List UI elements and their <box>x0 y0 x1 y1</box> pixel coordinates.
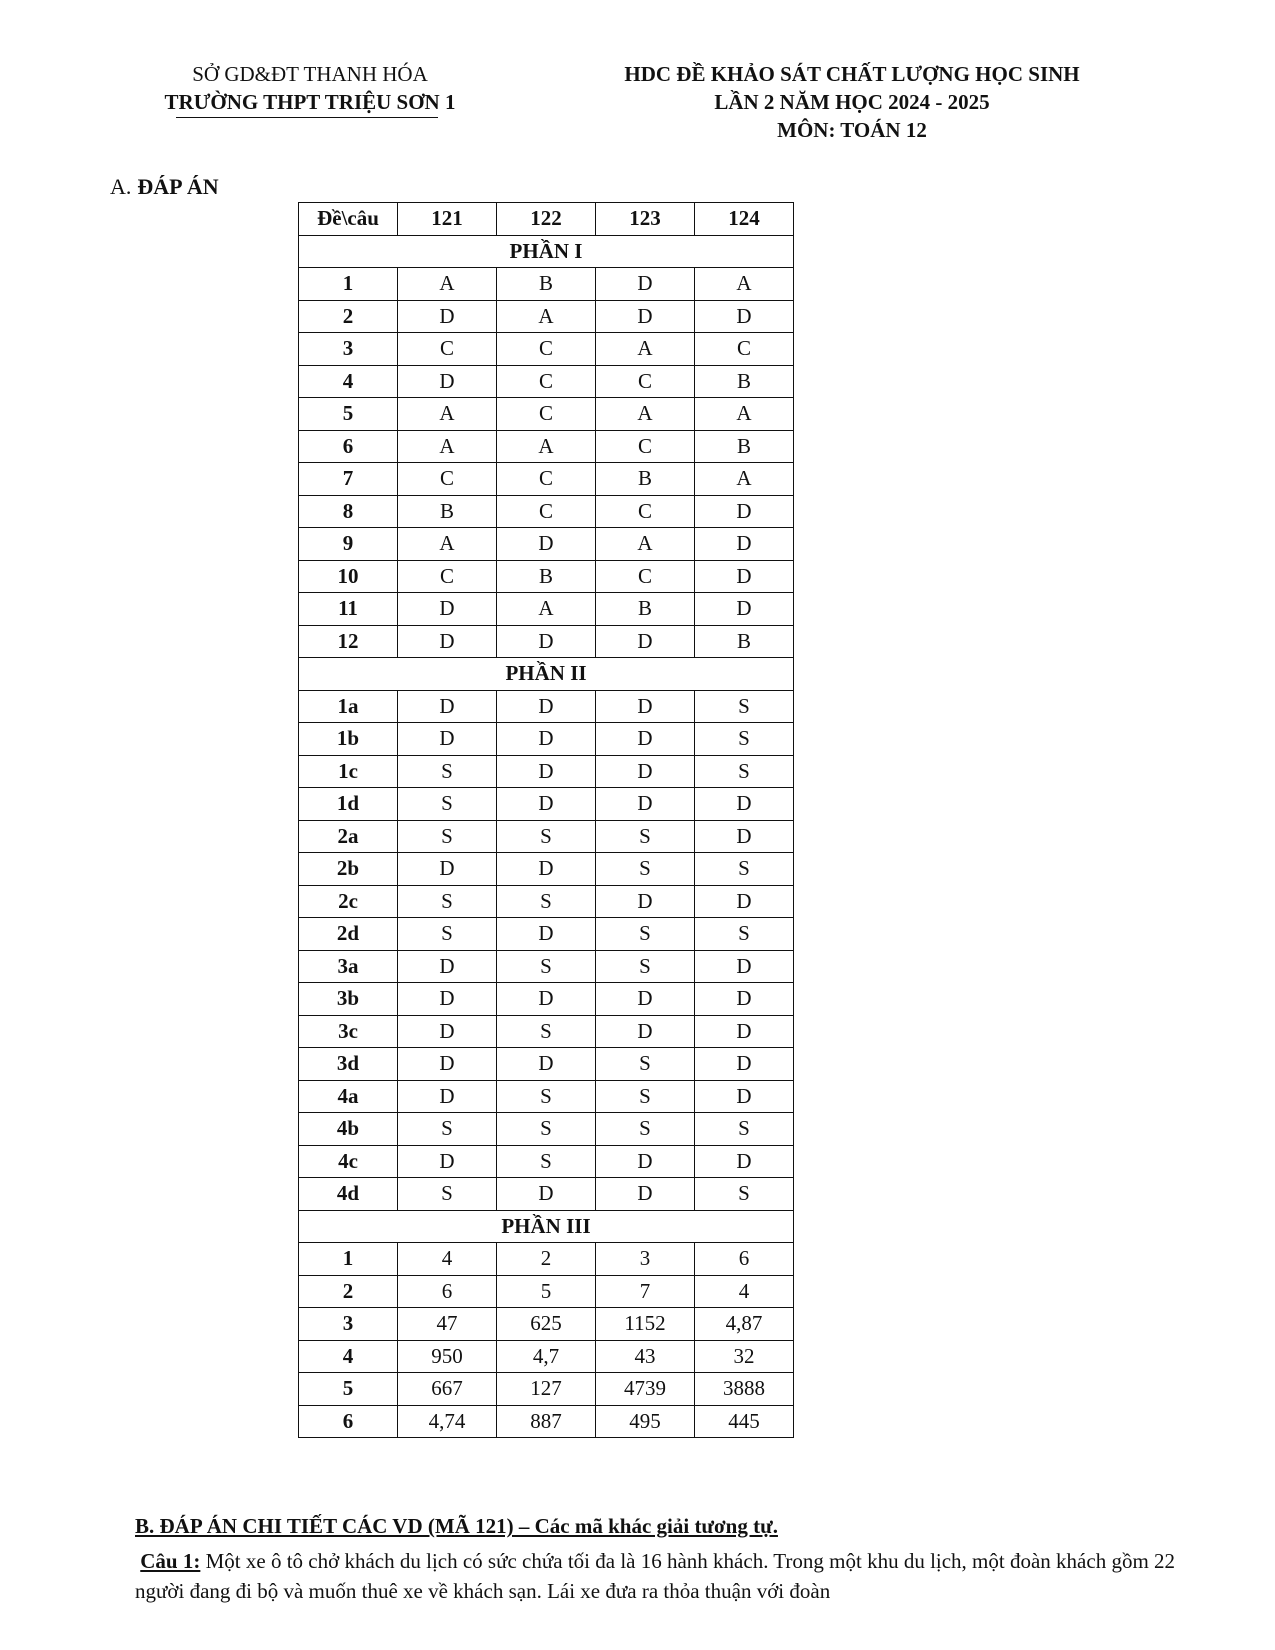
answer-cell: S <box>398 820 497 853</box>
table-row <box>299 820 794 853</box>
answer-cell: S <box>497 820 596 853</box>
part-header-row <box>299 658 794 691</box>
answer-cell: D <box>398 1015 497 1048</box>
answer-cell: D <box>398 853 497 886</box>
answer-cell: B <box>596 593 695 626</box>
section-a-prefix: A. <box>110 174 132 199</box>
answer-cell: S <box>695 723 794 756</box>
answer-cell: C <box>596 365 695 398</box>
answer-cell: C <box>398 560 497 593</box>
table-row <box>299 1308 794 1341</box>
answer-cell: 43 <box>596 1340 695 1373</box>
question-number-cell: 2 <box>299 300 398 333</box>
question-number-cell: 9 <box>299 528 398 561</box>
answer-cell: S <box>695 918 794 951</box>
answer-cell: D <box>695 1080 794 1113</box>
answer-cell: C <box>497 333 596 366</box>
question-1-label: Câu 1: <box>140 1549 201 1573</box>
question-number-cell: 2 <box>299 1275 398 1308</box>
question-number-cell: 1a <box>299 690 398 723</box>
answer-cell: A <box>596 528 695 561</box>
answer-cell: 4739 <box>596 1373 695 1406</box>
question-number-cell: 2b <box>299 853 398 886</box>
answer-cell: 445 <box>695 1405 794 1438</box>
question-number-cell: 4 <box>299 365 398 398</box>
answer-cell: D <box>497 528 596 561</box>
answer-cell: D <box>497 1178 596 1211</box>
answer-cell: D <box>695 1145 794 1178</box>
question-1-text: Một xe ô tô chở khách du lịch có sức chứa tối đa là 16 hành khách. Trong một khu du lịch, một đoàn khách gồm 22 người đang đi bộ và muốn thuê xe về khách sạn. Lái xe đưa ra thỏa thuận với đoàn <box>135 1549 1176 1603</box>
question-number-cell: 2d <box>299 918 398 951</box>
answer-cell: 3888 <box>695 1373 794 1406</box>
question-number-cell: 4b <box>299 1113 398 1146</box>
answer-cell: 1152 <box>596 1308 695 1341</box>
answer-cell: D <box>398 1145 497 1178</box>
answer-cell: D <box>497 918 596 951</box>
answer-cell: D <box>497 983 596 1016</box>
answer-cell: 4,7 <box>497 1340 596 1373</box>
header-right <box>572 60 1132 144</box>
part-title: PHẦN I <box>299 235 794 268</box>
answer-cell: D <box>398 950 497 983</box>
answer-cell: D <box>695 528 794 561</box>
answer-cell: D <box>596 723 695 756</box>
question-number-cell: 6 <box>299 1405 398 1438</box>
answer-cell: 7 <box>596 1275 695 1308</box>
answer-cell: D <box>398 690 497 723</box>
table-row <box>299 1275 794 1308</box>
answer-cell: S <box>398 885 497 918</box>
table-header-row <box>299 203 794 236</box>
question-number-cell: 6 <box>299 430 398 463</box>
answer-cell: C <box>695 333 794 366</box>
table-row <box>299 1048 794 1081</box>
answer-cell: D <box>398 1048 497 1081</box>
question-number-cell: 3 <box>299 1308 398 1341</box>
answer-cell: D <box>497 690 596 723</box>
question-number-cell: 7 <box>299 463 398 496</box>
answer-cell: D <box>398 593 497 626</box>
answer-cell: D <box>596 1145 695 1178</box>
answer-cell: A <box>398 398 497 431</box>
column-header-code: 124 <box>695 203 794 236</box>
answer-cell: S <box>398 1113 497 1146</box>
answer-cell: 950 <box>398 1340 497 1373</box>
question-1 <box>135 1546 1175 1606</box>
answer-cell: B <box>497 268 596 301</box>
header-underline <box>176 117 438 118</box>
answer-cell: D <box>596 983 695 1016</box>
answer-cell: D <box>695 300 794 333</box>
answer-cell: 4,87 <box>695 1308 794 1341</box>
answer-cell: A <box>398 430 497 463</box>
answer-cell: 4 <box>695 1275 794 1308</box>
answer-cell: A <box>497 430 596 463</box>
table-row <box>299 430 794 463</box>
answer-cell: D <box>596 268 695 301</box>
table-row <box>299 495 794 528</box>
question-number-cell: 10 <box>299 560 398 593</box>
question-number-cell: 3d <box>299 1048 398 1081</box>
question-number-cell: 11 <box>299 593 398 626</box>
answer-cell: A <box>398 268 497 301</box>
answer-cell: D <box>695 983 794 1016</box>
answer-cell: B <box>596 463 695 496</box>
table-row <box>299 268 794 301</box>
table-row <box>299 1373 794 1406</box>
answer-cell: C <box>596 430 695 463</box>
table-row <box>299 1015 794 1048</box>
question-number-cell: 3b <box>299 983 398 1016</box>
section-a-title: ĐÁP ÁN <box>137 174 219 199</box>
answer-cell: D <box>497 1048 596 1081</box>
question-number-cell: 1b <box>299 723 398 756</box>
answer-cell: D <box>497 755 596 788</box>
answer-cell: D <box>596 885 695 918</box>
answer-cell: D <box>398 983 497 1016</box>
question-number-cell: 4a <box>299 1080 398 1113</box>
answer-cell: S <box>398 755 497 788</box>
answer-cell: D <box>497 625 596 658</box>
table-row <box>299 593 794 626</box>
answer-cell: 625 <box>497 1308 596 1341</box>
answer-cell: 127 <box>497 1373 596 1406</box>
answer-cell: D <box>596 625 695 658</box>
answer-cell: D <box>596 788 695 821</box>
answer-cell: S <box>596 950 695 983</box>
answer-cell: D <box>497 788 596 821</box>
answer-cell: C <box>398 333 497 366</box>
answer-cell: 6 <box>695 1243 794 1276</box>
question-number-cell: 3a <box>299 950 398 983</box>
answer-cell: D <box>497 853 596 886</box>
table-row <box>299 560 794 593</box>
answer-cell: D <box>695 820 794 853</box>
question-number-cell: 5 <box>299 1373 398 1406</box>
table-row <box>299 755 794 788</box>
answer-cell: S <box>398 918 497 951</box>
question-number-cell: 2c <box>299 885 398 918</box>
answer-cell: C <box>497 365 596 398</box>
answer-cell: C <box>497 398 596 431</box>
answer-cell: S <box>497 950 596 983</box>
answer-cell: B <box>695 365 794 398</box>
column-header-label: Đề\câu <box>299 203 398 236</box>
table-row <box>299 690 794 723</box>
answer-cell: A <box>497 300 596 333</box>
question-number-cell: 2a <box>299 820 398 853</box>
answer-cell: D <box>695 560 794 593</box>
answer-cell: C <box>398 463 497 496</box>
exam-round: LẦN 2 NĂM HỌC 2024 - 2025 <box>714 90 990 114</box>
section-a-heading <box>110 174 219 200</box>
answer-cell: S <box>695 1113 794 1146</box>
answer-cell: D <box>596 300 695 333</box>
subject: MÔN: TOÁN 12 <box>777 118 927 142</box>
answer-cell: 667 <box>398 1373 497 1406</box>
answer-cell: S <box>596 918 695 951</box>
answer-cell: S <box>497 1015 596 1048</box>
answer-cell: S <box>596 853 695 886</box>
answer-cell: A <box>596 333 695 366</box>
answer-cell: D <box>596 690 695 723</box>
table-row <box>299 1340 794 1373</box>
answer-cell: D <box>695 495 794 528</box>
table-row <box>299 885 794 918</box>
answer-cell: D <box>695 788 794 821</box>
answer-cell: D <box>695 1015 794 1048</box>
header-left <box>118 60 502 116</box>
answer-cell: A <box>596 398 695 431</box>
answer-cell: 4 <box>398 1243 497 1276</box>
answer-cell: A <box>695 398 794 431</box>
column-header-code: 122 <box>497 203 596 236</box>
question-number-cell: 12 <box>299 625 398 658</box>
question-number-cell: 4 <box>299 1340 398 1373</box>
part-header-row <box>299 235 794 268</box>
answer-cell: S <box>596 1048 695 1081</box>
question-number-cell: 1c <box>299 755 398 788</box>
table-row <box>299 463 794 496</box>
table-row <box>299 625 794 658</box>
question-number-cell: 3 <box>299 333 398 366</box>
answer-cell: D <box>695 885 794 918</box>
question-number-cell: 3c <box>299 1015 398 1048</box>
part-title: PHẦN III <box>299 1210 794 1243</box>
school-name: TRƯỜNG THPT TRIỆU SƠN 1 <box>164 90 456 114</box>
answer-cell: S <box>497 1145 596 1178</box>
answer-cell: 495 <box>596 1405 695 1438</box>
answer-cell: S <box>497 885 596 918</box>
table-row <box>299 950 794 983</box>
answer-cell: S <box>398 788 497 821</box>
table-row <box>299 333 794 366</box>
part-title: PHẦN II <box>299 658 794 691</box>
question-number-cell: 5 <box>299 398 398 431</box>
answer-cell: C <box>497 495 596 528</box>
answer-cell: B <box>695 625 794 658</box>
answer-cell: 3 <box>596 1243 695 1276</box>
table-row <box>299 983 794 1016</box>
answer-cell: A <box>695 268 794 301</box>
question-number-cell: 1d <box>299 788 398 821</box>
answer-key-table <box>298 202 794 1438</box>
table-row <box>299 528 794 561</box>
answer-cell: S <box>695 755 794 788</box>
table-row <box>299 1178 794 1211</box>
answer-cell: 32 <box>695 1340 794 1373</box>
answer-cell: 5 <box>497 1275 596 1308</box>
table-row <box>299 1080 794 1113</box>
answer-cell: S <box>596 820 695 853</box>
answer-cell: D <box>398 723 497 756</box>
answer-cell: S <box>596 1113 695 1146</box>
answer-cell: 887 <box>497 1405 596 1438</box>
answer-cell: 47 <box>398 1308 497 1341</box>
answer-cell: D <box>398 300 497 333</box>
answer-cell: A <box>398 528 497 561</box>
answer-cell: B <box>497 560 596 593</box>
answer-cell: D <box>497 723 596 756</box>
answer-cell: C <box>596 560 695 593</box>
table-row <box>299 1145 794 1178</box>
department-name: SỞ GD&ĐT THANH HÓA <box>192 62 428 86</box>
table-row <box>299 365 794 398</box>
answer-cell: 2 <box>497 1243 596 1276</box>
table-row <box>299 723 794 756</box>
answer-cell: S <box>596 1080 695 1113</box>
answer-cell: D <box>596 1015 695 1048</box>
answer-cell: S <box>695 1178 794 1211</box>
question-number-cell: 8 <box>299 495 398 528</box>
part-header-row <box>299 1210 794 1243</box>
answer-cell: S <box>497 1080 596 1113</box>
column-header-code: 123 <box>596 203 695 236</box>
document-title: HDC ĐỀ KHẢO SÁT CHẤT LƯỢNG HỌC SINH <box>624 62 1080 86</box>
answer-cell: A <box>695 463 794 496</box>
answer-cell: S <box>398 1178 497 1211</box>
column-header-code: 121 <box>398 203 497 236</box>
question-number-cell: 4d <box>299 1178 398 1211</box>
table-row <box>299 300 794 333</box>
table-row <box>299 1113 794 1146</box>
answer-cell: D <box>695 1048 794 1081</box>
answer-cell: C <box>497 463 596 496</box>
table-row <box>299 918 794 951</box>
section-b-heading: B. ĐÁP ÁN CHI TIẾT CÁC VD (MÃ 121) – Các mã khác giải tương tự. <box>135 1514 778 1538</box>
answer-cell: S <box>695 853 794 886</box>
answer-cell: D <box>596 1178 695 1211</box>
answer-cell: D <box>695 950 794 983</box>
table-row <box>299 1405 794 1438</box>
answer-cell: C <box>596 495 695 528</box>
answer-cell: B <box>695 430 794 463</box>
answer-cell: D <box>695 593 794 626</box>
table-row <box>299 1243 794 1276</box>
table-row <box>299 853 794 886</box>
answer-cell: D <box>398 625 497 658</box>
answer-cell: D <box>398 365 497 398</box>
answer-cell: S <box>497 1113 596 1146</box>
answer-cell: 4,74 <box>398 1405 497 1438</box>
table-row <box>299 398 794 431</box>
answer-cell: B <box>398 495 497 528</box>
answer-cell: D <box>596 755 695 788</box>
table-row <box>299 788 794 821</box>
question-number-cell: 1 <box>299 268 398 301</box>
question-number-cell: 4c <box>299 1145 398 1178</box>
answer-cell: 6 <box>398 1275 497 1308</box>
question-number-cell: 1 <box>299 1243 398 1276</box>
answer-cell: A <box>497 593 596 626</box>
answer-cell: D <box>398 1080 497 1113</box>
answer-cell: S <box>695 690 794 723</box>
